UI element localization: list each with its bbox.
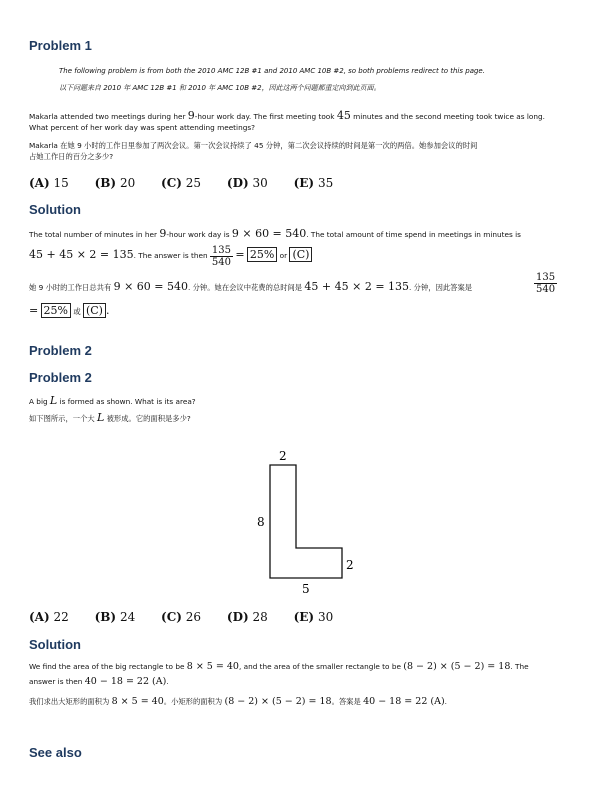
solution-1-heading: Solution [29, 202, 81, 217]
redirect-note-zh: 以下问题来自 2010 年 AMC 12B #1 和 2010 年 AMC 10B #2，因此这两个问题都重定向到此页面。 [59, 84, 381, 92]
label-right: 2 [346, 558, 354, 572]
problem-2-statement-zh: 如下图所示，一个大 L 被形成。它的面积是多少? [29, 411, 191, 424]
fraction: $\frac{135}{540}$ [211, 244, 231, 268]
problem-1-choices [29, 176, 355, 190]
choice: (B) 20 [94, 176, 136, 190]
solution-2-line2-en: answer is then 40 − 18 = 22 (A). [29, 676, 169, 687]
problem-1-statement-en: Makarla attended two meetings during her 9-hour work day. The first meeting took 45 minutes and the second meeting took twice as long. [29, 109, 545, 122]
choice: (D) 28 [226, 610, 268, 624]
solution-2-zh: 我们求出大矩形的面积为 8 × 5 = 40。小矩形的面积为 (8 − 2) × (5 − 2) = 18。答案是 40 − 18 = 22 (A). [29, 696, 447, 707]
problem-2-statement-en: A big L is formed as shown. What is its area? [29, 394, 196, 407]
see-also-heading: See also [29, 745, 82, 760]
l-shape-outline [270, 465, 342, 578]
label-top: 2 [279, 449, 287, 463]
problem-2-subheading: Problem 2 [29, 370, 92, 385]
choice: (E) 35 [293, 176, 334, 190]
answer-percent: 25% [247, 247, 277, 262]
solution-1-zh-line2: = 25% 或 (C) . [29, 304, 110, 317]
solution-1-line2-en: 45 + 45 × 2 = 135. The answer is then $\frac{135}{540}$ = 25% or (C) [29, 240, 312, 270]
fraction: $\frac{135}{540}$ [536, 272, 556, 295]
choice: (D) 30 [226, 176, 268, 190]
solution-1-zh: 她 9 小时的工作日总共有 9 × 60 = 540. 分钟。她在会议中花费的总时间是 45 + 45 × 2 = 135. 分钟，因此答案是 $\frac{135}{540}$ [29, 272, 556, 295]
problem-1-statement-zh: Makarla 在她 9 小时的工作日里参加了两次会议。第一次会议持续了 45 分钟，第二次会议持续的时间是第一次的两倍。她参加会议的时间 [29, 141, 478, 150]
problem-2-heading: Problem 2 [29, 343, 92, 358]
answer-letter: (C) [83, 303, 106, 318]
choice: (B) 24 [94, 610, 136, 624]
redirect-note-en: The following problem is from both the 2010 AMC 12B #1 and 2010 AMC 10B #2, so both problems redirect to this page. [59, 67, 485, 75]
choice: (C) 25 [161, 176, 202, 190]
problem-1-statement-zh-line2: 占她工作日的百分之多少? [29, 152, 114, 161]
solution-2-line1-en: We find the area of the big rectangle to be 8 × 5 = 40, and the area of the smaller rectangle to be (8 − 2) × (5 − 2) = 18. The [29, 661, 529, 672]
solution-1-line1-en: The total number of minutes in her 9-hour work day is 9 × 60 = 540. The total amount of time spend in meetings in minutes is [29, 227, 521, 240]
choice: (A) 22 [29, 610, 69, 624]
problem-1-heading: Problem 1 [29, 38, 92, 53]
answer-percent: 25% [41, 303, 71, 318]
answer-letter: (C) [289, 247, 312, 262]
problem-2-choices [29, 610, 355, 624]
l-shape-figure [252, 445, 362, 595]
choice: (A) 15 [29, 176, 69, 190]
label-left: 8 [257, 515, 265, 529]
label-bottom: 5 [302, 582, 310, 595]
choice: (C) 26 [161, 610, 202, 624]
choice: (E) 30 [293, 610, 334, 624]
problem-1-statement-en-line2: What percent of her work day was spent attending meetings? [29, 123, 256, 132]
solution-2-heading: Solution [29, 637, 81, 652]
